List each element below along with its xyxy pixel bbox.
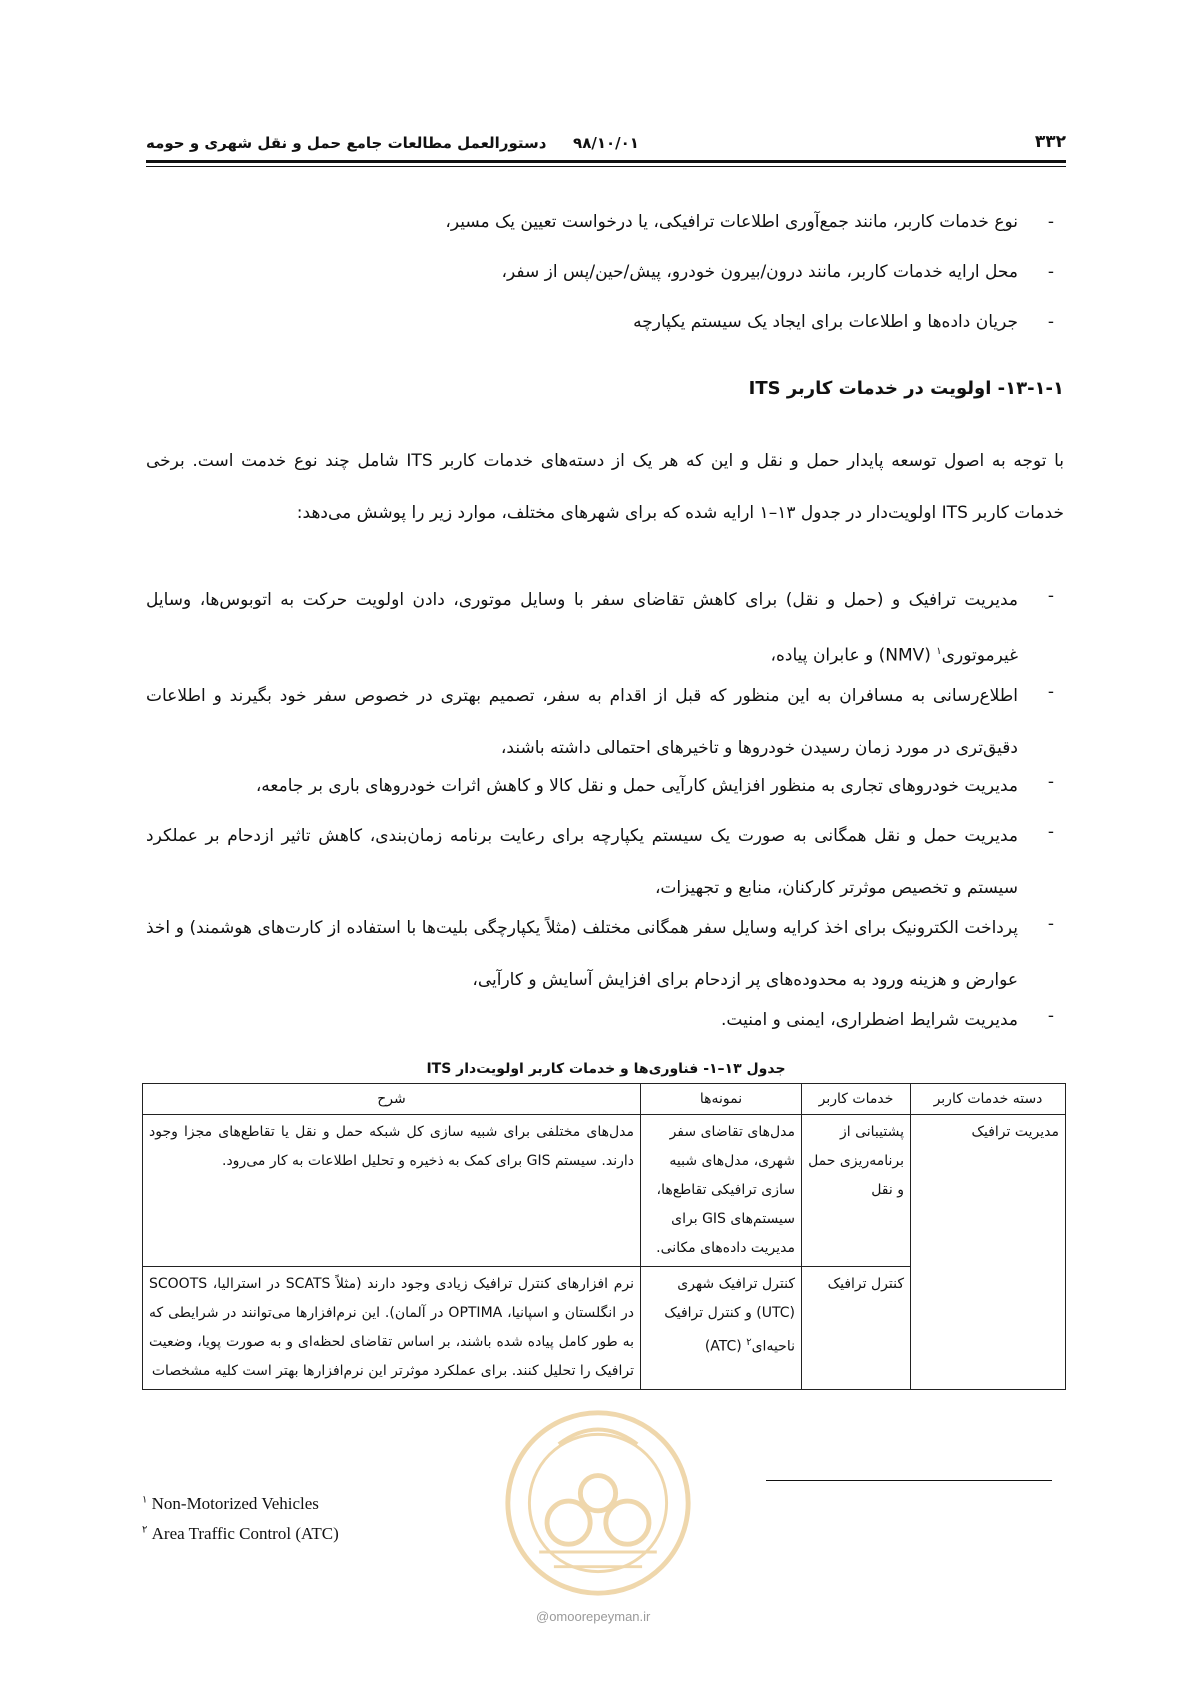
table-header: خدمات کاربر — [802, 1084, 911, 1115]
bullet-dash: - — [1047, 682, 1054, 702]
footnote-text: Non-Motorized Vehicles — [147, 1494, 319, 1513]
table-caption: جدول ۱۳–۱- فناوری‌ها و خدمات کاربر اولویت‌دار ITS — [426, 1061, 786, 1077]
footnote-mark: ۲ — [142, 1524, 148, 1536]
footnote — [142, 1524, 339, 1544]
header-title: دستورالعمل مطالعات جامع حمل و نقل شهری و حومه — [146, 134, 547, 152]
footnote-rule — [766, 1480, 1052, 1481]
description-cell: نرم افزارهای کنترل ترافیک زیادی وجود دارند (مثلاً SCATS در استرالیا، SCOOTS در انگلستان و اسپانیا، OPTIMA در آلمان). این نرم‌افزارها می‌توانند در شرایطی که به طور کامل پیاده شده باشند، بر اساس تقاضای لحظه‌ای و به صورت پویا، وضعیت ترافیک را تحلیل کنند. برای عملکرد موثرتر این نرم‌افزارها بهتر است کلیه مشخصات — [143, 1267, 641, 1390]
table-row — [143, 1115, 1066, 1267]
category-cell: مدیریت ترافیک — [911, 1115, 1066, 1390]
header-rule — [146, 160, 1066, 163]
header-rule-thin — [146, 166, 1066, 167]
intro-bullet: محل ارایه خدمات کاربر، مانند درون/بیرون خودرو، پیش/حین/پس از سفر، — [501, 262, 1018, 282]
header-date: ۹۸/۱۰/۰۱ — [573, 134, 639, 152]
page-header — [146, 128, 1066, 162]
body-paragraph: با توجه به اصول توسعه پایدار حمل و نقل و این که هر یک از دسته‌های خدمات کاربر ITS شامل چند نوع خدمت است. برخی خدمات کاربر ITS اولویت‌دار در جدول ۱۳–۱ ارایه شده که برای شهرهای مختلف، موارد زیر را پوشش می‌دهد: — [146, 451, 1064, 523]
watermark-site: @omoorepeyman.ir — [536, 1609, 651, 1624]
service-cell: کنترل ترافیک — [802, 1267, 911, 1390]
examples-text: کنترل ترافیک شهری (UTC) و کنترل ترافیک ناحیه‌ای — [664, 1276, 795, 1355]
footnote-ref: ۱ — [936, 646, 942, 657]
description-cell: مدل‌های مختلفی برای شبیه سازی کل شبکه حمل و نقل یا تقاطع‌های مجزا وجود دارند. سیستم GIS برای کمک به ذخیره و تحلیل اطلاعات به کار می‌رود. — [143, 1115, 641, 1267]
bullet-tail: (NMV) و عابران پیاده، — [770, 645, 937, 666]
examples-tail: (ATC) — [704, 1338, 747, 1355]
bullet-dash: - — [1047, 586, 1054, 606]
table-header: شرح — [143, 1084, 641, 1115]
bullet-dash: - — [1047, 212, 1054, 232]
table-header: دسته خدمات کاربر — [911, 1084, 1066, 1115]
bullet-dash: - — [1047, 914, 1054, 934]
footnote-ref: ۲ — [746, 1337, 752, 1348]
priority-bullet: مدیریت شرایط اضطراری، ایمنی و امنیت. — [721, 1010, 1018, 1030]
bullet-dash: - — [1047, 772, 1054, 792]
footnote-text: Area Traffic Control (ATC) — [147, 1524, 339, 1543]
bullet-dash: - — [1047, 1006, 1054, 1026]
examples-cell: مدل‌های تقاضای سفر شهری، مدل‌های شبیه سازی ترافیکی تقاطع‌ها، سیستم‌های GIS برای مدیریت داده‌های مکانی. — [641, 1115, 802, 1267]
section-heading: ۱۳-۱-۱- اولویت در خدمات کاربر ITS — [748, 378, 1064, 399]
intro-bullet: نوع خدمات کاربر، مانند جمع‌آوری اطلاعات ترافیکی، یا درخواست تعیین یک مسیر، — [445, 212, 1018, 232]
examples-cell — [641, 1267, 802, 1390]
seal-logo-icon — [500, 1405, 696, 1601]
bullet-text: مدیریت ترافیک و (حمل و نقل) برای کاهش تقاضای سفر با وسایل موتوری، دادن اولویت حرکت به اتوبوس‌ها، وسایل غیرموتوری — [146, 590, 1018, 666]
table-header-row — [143, 1084, 1066, 1115]
priority-bullet: مدیریت حمل و نقل همگانی به صورت یک سیستم یکپارچه برای رعایت برنامه زمان‌بندی، کاهش تاثیر ازدحام بر عملکرد سیستم و تخصیص موثرتر کارکنان، منابع و تجهیزات، — [146, 826, 1018, 898]
service-cell: پشتیبانی از برنامه‌ریزی حمل و نقل — [802, 1115, 911, 1267]
table-header: نمونه‌ها — [641, 1084, 802, 1115]
footnote-mark: ۱ — [142, 1494, 148, 1506]
bullet-dash: - — [1047, 822, 1054, 842]
priority-bullet: مدیریت خودروهای تجاری به منظور افزایش کارآیی حمل و نقل کالا و کاهش اثرات خودروهای باری بر جامعه، — [255, 776, 1018, 796]
bullet-dash: - — [1047, 262, 1054, 282]
intro-bullet: جریان داده‌ها و اطلاعات برای ایجاد یک سیستم یکپارچه — [633, 312, 1018, 332]
priority-bullet: پرداخت الکترونیک برای اخذ کرایه وسایل سفر همگانی مختلف (مثلاً یکپارچگی بلیت‌ها با استفاده از کارت‌های هوشمند) و اخذ عوارض و هزینه ورود به محدوده‌های پر ازدحام برای افزایش آسایش و کارآیی، — [146, 918, 1018, 990]
bullet-dash: - — [1047, 312, 1054, 332]
priority-bullet — [146, 574, 1018, 682]
priority-bullet: اطلاع‌رسانی به مسافران به این منظور که قبل از اقدام به سفر، تصمیم بهتری در خصوص سفر خود بگیرند و اطلاعات دقیق‌تری در مورد زمان رسیدن خودروها و تاخیرهای احتمالی داشته باشند، — [146, 686, 1018, 758]
its-services-table — [142, 1083, 1066, 1390]
page-number: ۳۳۲ — [1034, 132, 1066, 152]
footnote — [142, 1494, 319, 1514]
